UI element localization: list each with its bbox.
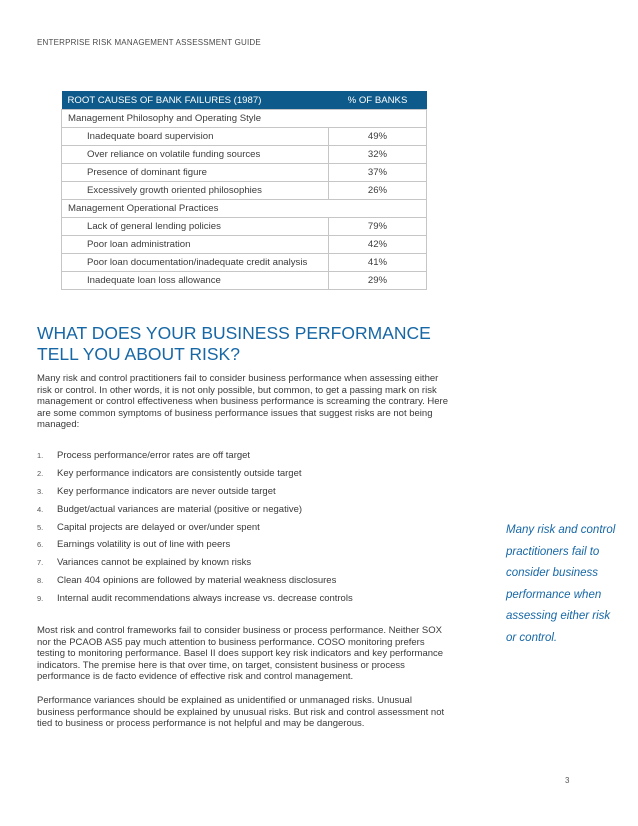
list-text: Variances cannot be explained by known risks — [57, 557, 252, 569]
column-header-percent: % OF BANKS — [329, 91, 427, 110]
list-number: 4. — [37, 504, 44, 514]
list-number: 1. — [37, 451, 44, 461]
list-item — [37, 572, 457, 590]
table-row — [62, 218, 427, 236]
percent-cell: 26% — [329, 182, 427, 200]
list-item — [37, 554, 457, 572]
percent-cell: 37% — [329, 164, 427, 182]
percent-cell: 41% — [329, 254, 427, 272]
list-text: Budget/actual variances are material (positive or negative) — [57, 503, 303, 515]
table-row — [62, 236, 427, 254]
list-item — [37, 536, 457, 554]
list-text: Earnings volatility is out of line with peers — [57, 539, 231, 551]
list-text: Process performance/error rates are off target — [57, 450, 251, 462]
list-item — [37, 518, 457, 536]
cause-cell: Excessively growth oriented philosophies — [62, 182, 329, 200]
percent-cell: 79% — [329, 218, 427, 236]
running-header: ENTERPRISE RISK MANAGEMENT ASSESSMENT GUIDE — [37, 38, 261, 47]
table-group-row — [62, 200, 427, 218]
page-number: 3 — [565, 776, 570, 785]
list-item — [37, 465, 457, 483]
table-row — [62, 164, 427, 182]
list-number: 6. — [37, 540, 44, 550]
body-paragraph-3: Performance variances should be explained as unidentified or unmanaged risks. Unusual business performance should be explained by unusual risks. But risk and control assessment not tied to business or process performance is not helpful and may be dangerous. — [37, 695, 445, 730]
symptom-list — [37, 447, 457, 607]
list-item — [37, 589, 457, 607]
list-number: 5. — [37, 522, 44, 532]
cause-cell: Poor loan administration — [62, 236, 329, 254]
list-number: 2. — [37, 469, 44, 479]
list-text: Internal audit recommendations always increase vs. decrease controls — [57, 592, 353, 604]
group-label: Management Operational Practices — [62, 200, 427, 218]
cause-cell: Inadequate loan loss allowance — [62, 272, 329, 290]
cause-cell: Lack of general lending policies — [62, 218, 329, 236]
percent-cell: 49% — [329, 128, 427, 146]
percent-cell: 42% — [329, 236, 427, 254]
table-row — [62, 146, 427, 164]
section-heading: WHAT DOES YOUR BUSINESS PERFORMANCE TELL YOU ABOUT RISK? — [37, 323, 431, 364]
group-label: Management Philosophy and Operating Style — [62, 110, 427, 128]
list-item — [37, 447, 457, 465]
list-item — [37, 483, 457, 501]
list-text: Clean 404 opinions are followed by material weakness disclosures — [57, 574, 337, 586]
list-number: 8. — [37, 575, 44, 585]
cause-cell: Over reliance on volatile funding sources — [62, 146, 329, 164]
list-number: 3. — [37, 486, 44, 496]
body-paragraph-2: Most risk and control frameworks fail to consider business or process performance. Neither SOX nor the PCAOB AS5 pay much attention to business performance. COSO monitoring prefers testing to monitoring performance. Basel II does support key risk indicators and key performance indicators. The premise here is that over time, on target, consistent business or process performance is de facto evidence of effective risk and control management. — [37, 625, 444, 683]
root-causes-table — [61, 91, 427, 290]
list-text: Key performance indicators are consistently outside target — [57, 468, 302, 480]
percent-cell: 29% — [329, 272, 427, 290]
intro-paragraph: Many risk and control practitioners fail to consider business performance when assessing either risk or control. In other words, it is not only possible, but common, to get a passing mark on risk management or control effectiveness when business performance is screaming the contrary. Here are some common symptoms of business performance issues that suggest risks are not being managed: — [37, 373, 448, 431]
cause-cell: Inadequate board supervision — [62, 128, 329, 146]
column-header-cause: ROOT CAUSES OF BANK FAILURES (1987) — [62, 91, 329, 110]
list-item — [37, 500, 457, 518]
table-group-row — [62, 110, 427, 128]
table-row — [62, 272, 427, 290]
pull-quote: Many risk and control practitioners fail to consider business performance when assessing either risk or control. — [506, 524, 616, 644]
list-text: Capital projects are delayed or over/under spent — [57, 521, 260, 533]
cause-cell: Poor loan documentation/inadequate credit analysis — [62, 254, 329, 272]
list-number: 9. — [37, 593, 44, 603]
cause-cell: Presence of dominant figure — [62, 164, 329, 182]
table-header-row — [62, 91, 427, 110]
list-number: 7. — [37, 558, 44, 568]
percent-cell: 32% — [329, 146, 427, 164]
table-row — [62, 128, 427, 146]
list-text: Key performance indicators are never outside target — [57, 485, 276, 497]
table-row — [62, 254, 427, 272]
table-row — [62, 182, 427, 200]
